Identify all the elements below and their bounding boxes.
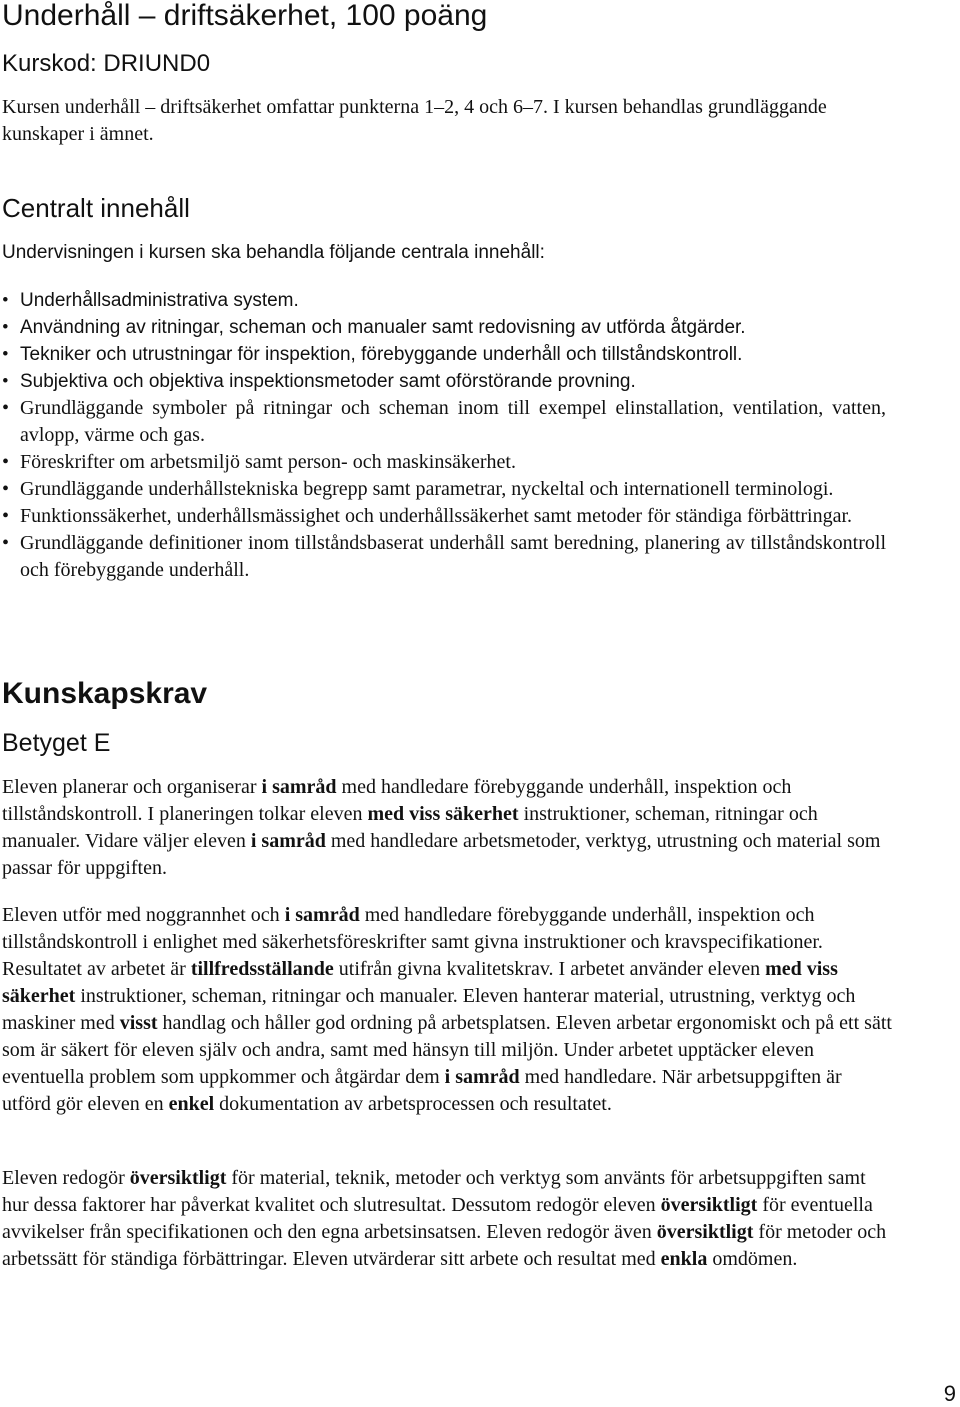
list-item: • Användning av ritningar, scheman och manualer samt redovisning av utförda åtgärder. xyxy=(2,314,886,341)
paragraph-text: Eleven utför med noggrannhet och xyxy=(2,904,285,926)
list-item: • Funktionssäkerhet, underhållsmässighet och underhållssäkerhet samt metoder för ständiga förbättringar. xyxy=(2,503,886,530)
emphasis-text: i samråd xyxy=(284,904,360,926)
list-item: • Subjektiva och objektiva inspektionsmetoder samt oförstörande provning. xyxy=(2,368,886,395)
paragraph-text: Eleven planerar och organiserar xyxy=(2,776,262,798)
bullet-icon: • xyxy=(2,532,10,554)
paragraph-text: instruktioner, scheman, ritningar och manualer. Eleven hanterar material, utrustning, verktyg och maskiner med xyxy=(2,985,856,1034)
emphasis-text: med viss säkerhet xyxy=(367,803,519,825)
emphasis-text: enkla xyxy=(660,1248,708,1270)
emphasis-text: i samråd xyxy=(261,776,337,798)
central-content-list xyxy=(2,287,886,584)
list-item: • Föreskrifter om arbetsmiljö samt person- och maskinsäkerhet. xyxy=(2,449,886,476)
paragraph-text: för eventuella avvikelser från specifikationen och den egna arbetsinsatsen. Eleven redogör även xyxy=(2,1194,873,1243)
bullet-icon: • xyxy=(2,478,10,500)
course-code: Kurskod: DRIUND0 xyxy=(2,50,211,77)
paragraph-text: för material, teknik, metoder och verktyg som använts för arbetsuppgiften samt hur dessa faktorer har påverkat kvalitet och slutresultat. Dessutom redogör eleven xyxy=(2,1167,866,1216)
list-item: • Grundläggande symboler på ritningar och scheman inom till exempel elinstallation, ventilation, vatten, avlopp, värme och gas. xyxy=(2,397,886,446)
list-item: • Underhållsadministrativa system. xyxy=(2,287,886,314)
grade-e-paragraph-execution xyxy=(2,902,892,1118)
paragraph-text: utifrån givna kvalitetskrav. I arbetet använder eleven xyxy=(333,958,766,980)
bullet-icon: • xyxy=(2,451,10,473)
course-title: Underhåll – driftsäkerhet, 100 poäng xyxy=(2,0,488,32)
knowledge-requirements-heading: Kunskapskrav xyxy=(2,677,208,710)
emphasis-text: enkel xyxy=(168,1093,215,1115)
emphasis-text: i samråd xyxy=(250,830,326,852)
list-item: • Tekniker och utrustningar för inspektion, förebyggande underhåll och tillståndskontroll. xyxy=(2,341,886,368)
central-content-heading: Centralt innehåll xyxy=(2,193,190,223)
paragraph-text: för metoder och arbetssätt för ständiga förbättringar. Eleven utvärderar sitt arbete och resultat med xyxy=(2,1221,887,1270)
list-item: • Grundläggande underhållstekniska begrepp samt parametrar, nyckeltal och internationell terminologi. xyxy=(2,476,886,503)
bullet-icon: • xyxy=(2,371,9,392)
emphasis-text: tillfredsställande xyxy=(190,958,334,980)
bullet-icon: • xyxy=(2,505,10,527)
paragraph-text: med handledare arbetsmetoder, verktyg, utrustning och material som passar för uppgiften. xyxy=(2,830,881,879)
bullet-icon: • xyxy=(2,344,9,365)
emphasis-text: i samråd xyxy=(444,1066,520,1088)
emphasis-text: med viss säkerhet xyxy=(2,958,838,1007)
paragraph-text: med handledare. När arbetsuppgiften är utförd gör eleven en xyxy=(2,1066,842,1115)
list-item: • Grundläggande definitioner inom tillståndsbaserat underhåll samt beredning, planering av tillståndskontroll och förebyggande underhåll. xyxy=(2,532,886,581)
paragraph-text: instruktioner, scheman, ritningar och manualer. Vidare väljer eleven xyxy=(2,803,818,852)
grade-e-heading: Betyget E xyxy=(2,729,111,757)
emphasis-text: översiktligt xyxy=(660,1194,758,1216)
bullet-icon: • xyxy=(2,317,9,338)
paragraph-text: med handledare förebyggande underhåll, inspektion och tillståndskontroll. I planeringen tolkar eleven xyxy=(2,776,792,825)
paragraph-text: omdömen. xyxy=(707,1248,798,1270)
paragraph-text: handlag och håller god ordning på arbetsplatsen. Eleven arbetar ergonomiskt och på ett sätt som är säkert för eleven själv och andra, samt med hänsyn till miljön. Under arbetet upptäcker eleven eventuella problem som uppkommer och åtgärdar dem xyxy=(2,1012,892,1088)
paragraph-text: Eleven redogör xyxy=(2,1167,130,1189)
paragraph-text: med handledare förebyggande underhåll, inspektion och tillståndskontroll i enlighet med säkerhetsföreskrifter samt givna instruktioner och kravspecifikationer. Resultatet av arbetet är xyxy=(2,904,823,980)
paragraph-text: dokumentation av arbetsprocessen och resultatet. xyxy=(214,1093,612,1115)
grade-e-paragraph-planning xyxy=(2,774,892,882)
central-content-lead: Undervisningen i kursen ska behandla följande centrala innehåll: xyxy=(2,242,545,263)
bullet-icon: • xyxy=(2,397,10,419)
bullet-icon: • xyxy=(2,290,9,311)
page-number: 9 xyxy=(943,1381,956,1406)
emphasis-text: översiktligt xyxy=(129,1167,227,1189)
emphasis-text: översiktligt xyxy=(656,1221,754,1243)
emphasis-text: visst xyxy=(119,1012,158,1034)
course-intro: Kursen underhåll – driftsäkerhet omfattar punkterna 1–2, 4 och 6–7. I kursen behandlas grundläggande kunskaper i ämnet. xyxy=(2,96,827,145)
grade-e-paragraph-evaluation xyxy=(2,1165,892,1273)
